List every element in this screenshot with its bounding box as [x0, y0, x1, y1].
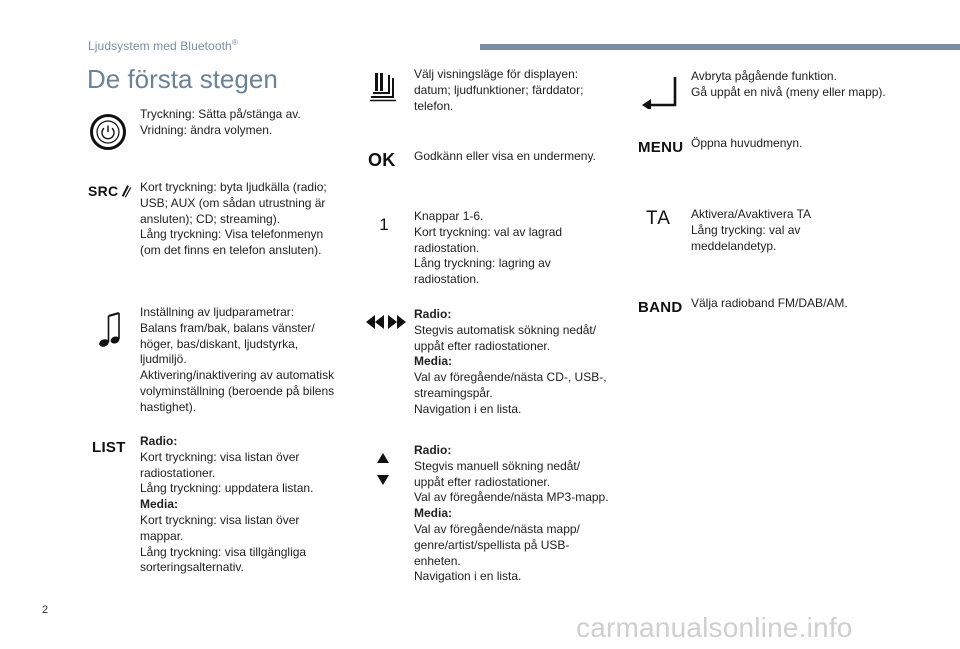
desc-line: Vridning: ändra volymen. [140, 122, 273, 137]
power-knob-icon [88, 112, 128, 152]
desc-line: volyminställning (beroende på bilens [140, 383, 335, 398]
display-mode-description [414, 67, 619, 114]
menu-icon [638, 137, 688, 157]
desc-line: höger, bas/diskant, ljudstyrka, [140, 336, 299, 351]
back-icon [640, 74, 680, 110]
desc-line: Lång tryckning: Visa telefonmenyn [140, 227, 324, 242]
page-title: De första stegen [87, 64, 278, 94]
desc-line: Stegvis automatisk sökning nedåt/ [414, 322, 597, 337]
desc-line: telefon. [414, 98, 454, 113]
desc-line: datum; ljudfunktioner; färddator; [414, 82, 584, 97]
src-phone-icon [88, 180, 133, 202]
ok-label: OK [368, 149, 396, 170]
menu-label: MENU [638, 138, 684, 156]
up-down-arrows-icon [374, 452, 392, 486]
desc-line: Stegvis manuell sökning nedåt/ [414, 458, 581, 473]
desc-line: mappar. [140, 528, 184, 543]
registered-mark: ® [231, 38, 238, 47]
desc-line: Navigation i en lista. [414, 401, 522, 416]
desc-line: Kort tryckning: byta ljudkälla (radio; [140, 180, 327, 194]
header-bar [480, 44, 960, 50]
band-description [691, 296, 896, 312]
section-header-text: Ljudsystem med Bluetooth [88, 39, 232, 53]
ok-description [414, 149, 619, 165]
desc-line: ljudmiljö. [140, 352, 187, 367]
seek-description [414, 307, 619, 418]
desc-line: Aktivering/inaktivering av automatisk [140, 368, 335, 383]
radio-heading: Radio: [140, 434, 178, 448]
desc-line: Öppna huvudmenyn. [691, 136, 803, 150]
desc-line: Val av föregående/nästa CD-, USB-, [414, 370, 607, 385]
audio-description [140, 305, 345, 416]
desc-line: Balans fram/bak, balans vänster/ [140, 320, 315, 335]
desc-line: Lång tryckning: lagring av [414, 256, 551, 271]
desc-line: ansluten); CD; streaming). [140, 211, 281, 226]
desc-line: radiostationer. [140, 465, 216, 480]
desc-line: Kort tryckning: visa listan över [140, 512, 300, 527]
radio-heading: Radio: [414, 307, 452, 321]
desc-line: genre/artist/spellista på USB- [414, 537, 570, 552]
ok-icon [368, 150, 402, 170]
desc-line: Inställning av ljudparametrar: [140, 305, 295, 319]
desc-line: (om det finns en telefon ansluten). [140, 243, 322, 258]
desc-line: Lång tryckning: uppdatera listan. [140, 481, 314, 496]
list-icon [92, 437, 132, 457]
radio-heading: Radio: [414, 443, 452, 457]
desc-line: streamingspår. [414, 385, 493, 400]
menu-description [691, 136, 896, 152]
src-label: SRC [88, 183, 119, 199]
desc-line: enheten. [414, 553, 461, 568]
desc-line: Val av föregående/nästa mapp/ [414, 521, 580, 536]
desc-line: Lång tryckning: visa tillgängliga [140, 544, 307, 559]
band-icon [638, 297, 688, 317]
back-description [691, 69, 896, 101]
desc-line: Lång trycking: val av [691, 222, 801, 237]
updown-description [414, 443, 619, 585]
desc-line: Kort tryckning: visa listan över [140, 449, 300, 464]
desc-line: radiostation. [414, 272, 480, 287]
desc-line: Tryckning: Sätta på/stänga av. [140, 107, 301, 121]
desc-line: hastighet). [140, 399, 197, 414]
src-description [140, 180, 345, 259]
band-label: BAND [638, 298, 683, 316]
seek-arrows-icon [364, 312, 408, 332]
desc-line: Välja radioband FM/DAB/AM. [691, 296, 848, 310]
page-number: 2 [42, 604, 49, 616]
ta-label: TA [646, 208, 671, 229]
desc-line: USB; AUX (om sådan utrustning är [140, 195, 326, 210]
list-description [140, 434, 345, 576]
list-label: LIST [92, 438, 126, 456]
media-heading: Media: [140, 497, 179, 512]
desc-line: uppåt efter radiostationer. [414, 474, 551, 489]
preset-number-icon [374, 214, 394, 236]
section-header [88, 38, 238, 53]
power-description [140, 107, 345, 139]
desc-line: Kort tryckning: val av lagrad [414, 224, 563, 239]
preset-number-label: 1 [379, 215, 389, 234]
desc-line: radiostation. [414, 240, 480, 255]
watermark: carmanualsonline.info [576, 612, 853, 643]
ta-description [691, 207, 896, 254]
ta-icon [646, 208, 678, 230]
preset-description [414, 209, 619, 288]
desc-line: Aktivera/Avaktivera TA [691, 207, 812, 221]
desc-line: uppåt efter radiostationer. [414, 338, 551, 353]
desc-line: Godkänn eller visa en undermeny. [414, 149, 596, 163]
desc-line: sorteringsalternativ. [140, 560, 244, 575]
desc-line: Gå uppåt en nivå (meny eller mapp). [691, 84, 886, 99]
desc-line: meddelandetyp. [691, 238, 777, 253]
desc-line: Avbryta pågående funktion. [691, 69, 837, 83]
desc-line: Navigation i en lista. [414, 569, 522, 584]
desc-line: Val av föregående/nästa MP3-mapp. [414, 490, 609, 505]
display-mode-icon [368, 70, 398, 104]
music-note-icon [96, 310, 122, 350]
media-heading: Media: [414, 506, 453, 521]
desc-line: Knappar 1-6. [414, 209, 484, 223]
desc-line: Välj visningsläge för displayen: [414, 67, 579, 81]
media-heading: Media: [414, 354, 453, 369]
